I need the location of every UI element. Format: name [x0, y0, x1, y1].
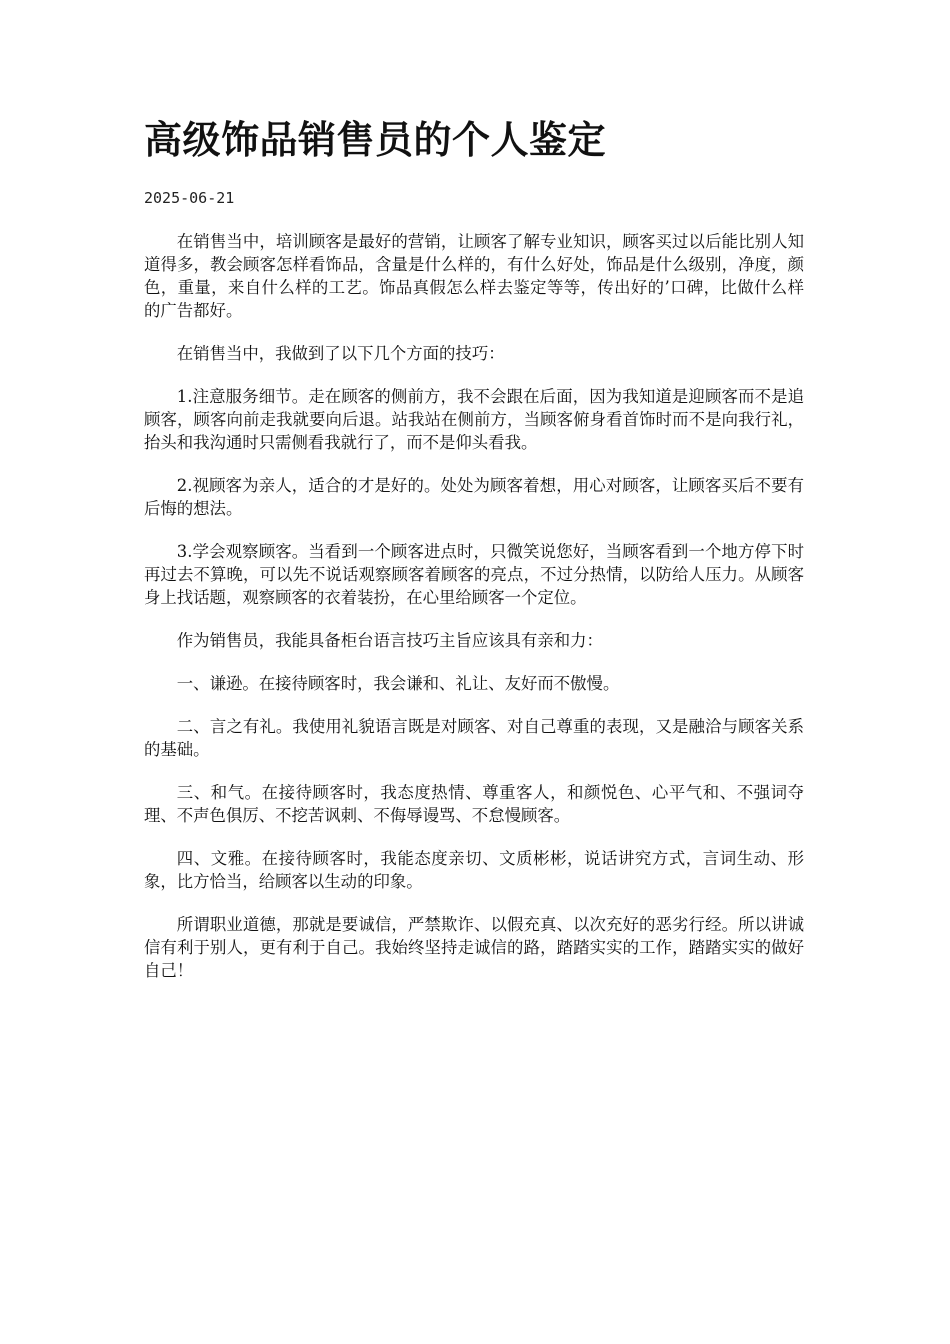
page-title: 高级饰品销售员的个人鉴定	[144, 117, 607, 162]
paragraph: 四、文雅。在接待顾客时，我能态度亲切、文质彬彬，说话讲究方式，言词生动、形象，比方恰当，给顾客以生动的印象。	[144, 849, 804, 891]
publish-date: 2025-06-21	[144, 189, 235, 207]
paragraph: 3.学会观察顾客。当看到一个顾客进点时，只微笑说您好，当顾客看到一个地方停下时再过去不算晚，可以先不说话观察顾客着顾客的亮点，不过分热情，以防给人压力。从顾客身上找话题，观察顾客的衣着装扮，在心里给顾客一个定位。	[144, 542, 804, 607]
paragraph: 二、言之有礼。我使用礼貌语言既是对顾客、对自己尊重的表现，又是融洽与顾客关系的基础。	[144, 717, 804, 759]
paragraph: 所谓职业道德，那就是要诚信，严禁欺诈、以假充真、以次充好的恶劣行经。所以讲诚信有利于别人，更有利于自己。我始终坚持走诚信的路，踏踏实实的工作，踏踏实实的做好自己！	[144, 915, 804, 980]
paragraph: 1.注意服务细节。走在顾客的侧前方，我不会跟在后面，因为我知道是迎顾客而不是追顾客，顾客向前走我就要向后退。站我站在侧前方，当顾客俯身看首饰时而不是向我行礼，抬头和我沟通时只需侧看我就行了，而不是仰头看我。	[144, 387, 804, 452]
document-body	[144, 230, 804, 982]
paragraph: 作为销售员，我能具备柜台语言技巧主旨应该具有亲和力：	[176, 631, 603, 650]
paragraph: 在销售当中，培训顾客是最好的营销，让顾客了解专业知识，顾客买过以后能比别人知道得多，教会顾客怎样看饰品，含量是什么样的，有什么好处，饰品是什么级别，净度，颜色，重量，来自什么样的工艺。饰品真假怎么样去鉴定等等，传出好的’口碑，比做什么样的广告都好。	[144, 232, 804, 320]
paragraph: 在销售当中，我做到了以下几个方面的技巧：	[176, 344, 505, 363]
document-page	[144, 112, 804, 1002]
paragraph: 2.视顾客为亲人，适合的才是好的。处处为顾客着想，用心对顾客，让顾客买后不要有后悔的想法。	[144, 476, 804, 518]
paragraph: 三、和气。在接待顾客时，我态度热情、尊重客人，和颜悦色、心平气和、不强词夺理、不声色俱厉、不挖苦讽刺、不侮辱谩骂、不怠慢顾客。	[144, 783, 804, 825]
paragraph: 一、谦逊。在接待顾客时，我会谦和、礼让、友好而不傲慢。	[176, 674, 620, 693]
